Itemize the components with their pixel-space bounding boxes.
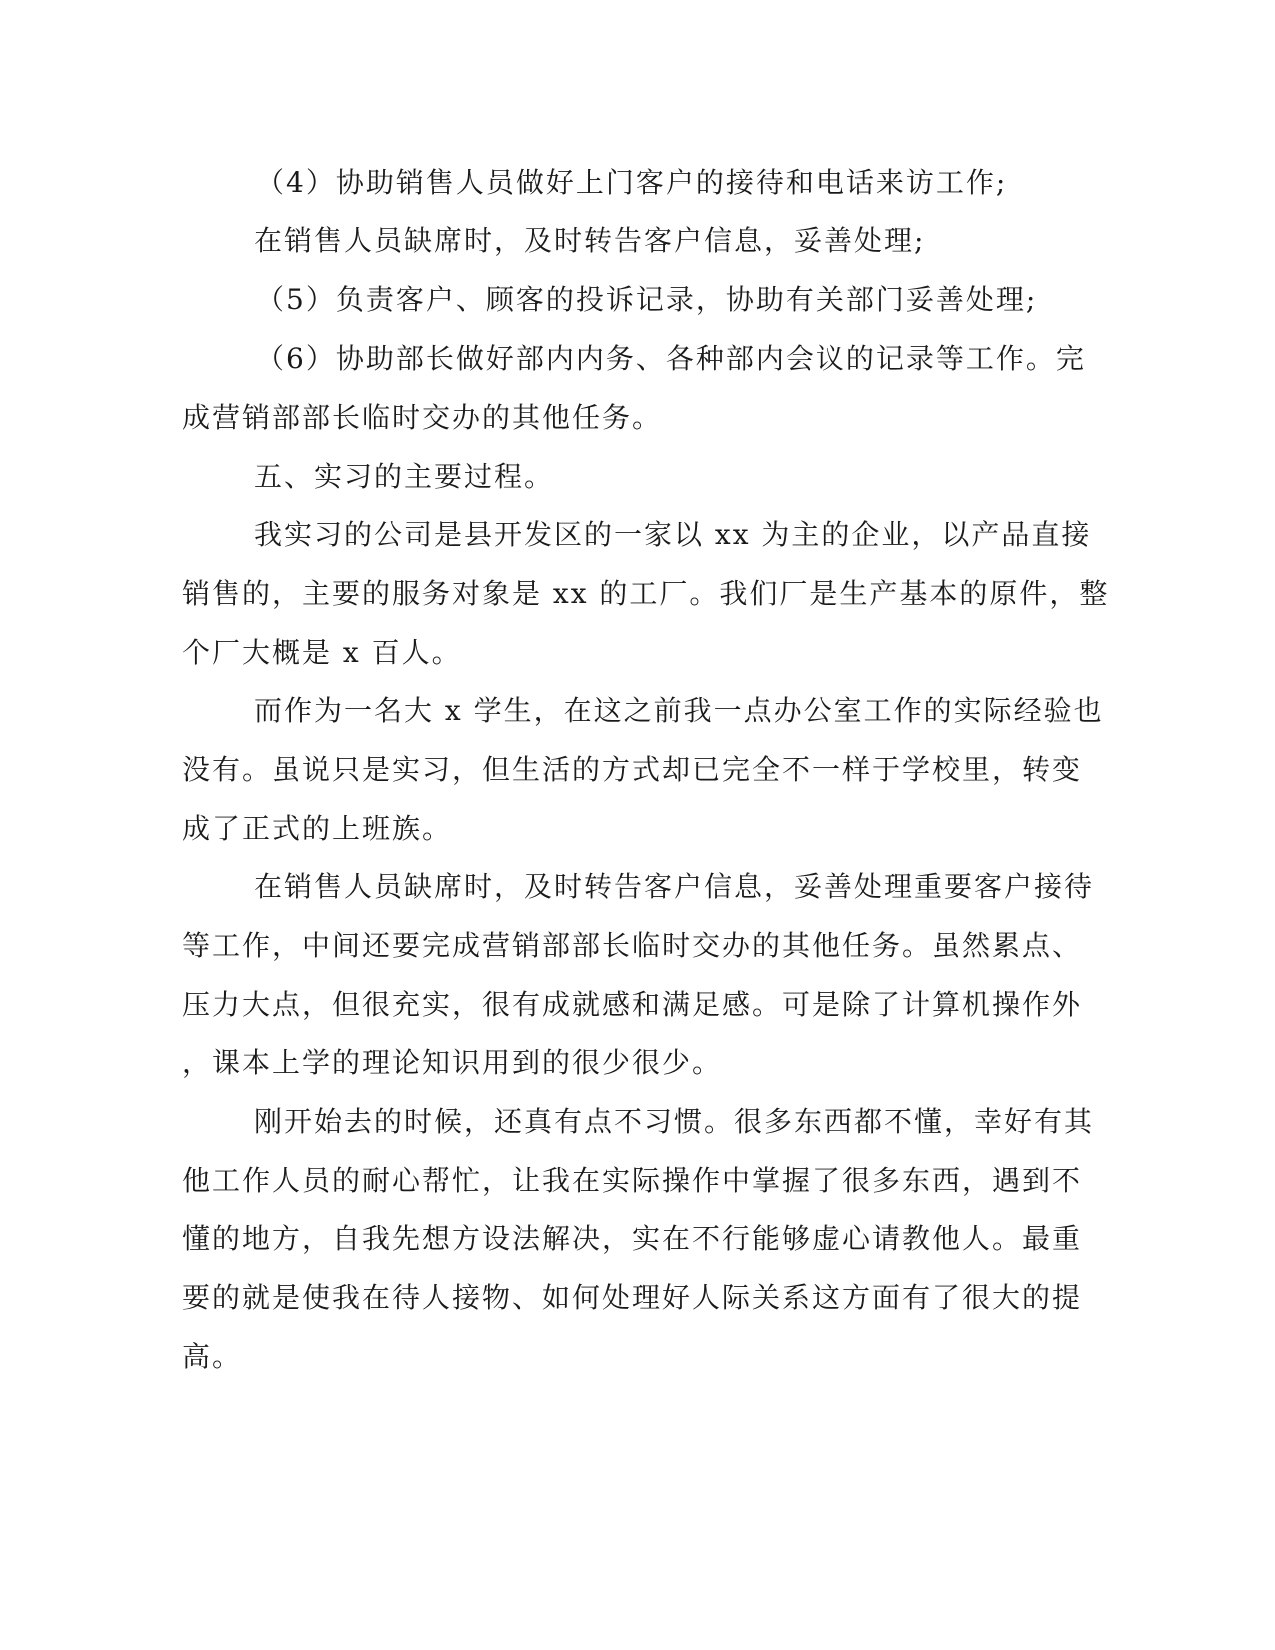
section-heading: 五、实习的主要过程。 (254, 460, 555, 493)
paragraph-line: 销售的，主要的服务对象是 xx 的工厂。我们厂是生产基本的原件，整 (182, 577, 1110, 610)
list-item-5: （5）负责客户、顾客的投诉记录，协助有关部门妥善处理; (256, 283, 1038, 316)
paragraph-line: 压力大点，但很充实，很有成就感和满足感。可是除了计算机操作外 (182, 988, 1083, 1021)
list-item-6: （6）协助部长做好部内内务、各种部内会议的记录等工作。完 (256, 342, 1086, 375)
paragraph-line: 刚开始去的时候，还真有点不习惯。很多东西都不懂，幸好有其 (254, 1105, 1095, 1138)
paragraph-line: 在销售人员缺席时，及时转告客户信息，妥善处理重要客户接待 (254, 870, 1095, 903)
paragraph-line: 没有。虽说只是实习，但生活的方式却已完全不一样于学校里，转变 (182, 753, 1083, 786)
paragraph-line: 懂的地方，自我先想方设法解决，实在不行能够虚心请教他人。最重 (182, 1222, 1083, 1255)
paragraph-line: 他工作人员的耐心帮忙，让我在实际操作中掌握了很多东西，遇到不 (182, 1164, 1083, 1197)
paragraph-line: 要的就是使我在待人接物、如何处理好人际关系这方面有了很大的提 (182, 1281, 1083, 1314)
paragraph-line: 成了正式的上班族。 (182, 812, 453, 845)
paragraph-line: 等工作，中间还要完成营销部部长临时交办的其他任务。虽然累点、 (182, 929, 1083, 962)
paragraph-line: 成营销部部长临时交办的其他任务。 (182, 401, 663, 434)
paragraph-line: 在销售人员缺席时，及时转告客户信息，妥善处理; (254, 224, 926, 257)
paragraph-line: ，课本上学的理论知识用到的很少很少。 (182, 1046, 723, 1079)
paragraph-line: 我实习的公司是县开发区的一家以 xx 为主的企业，以产品直接 (254, 518, 1092, 551)
paragraph-line: 而作为一名大 x 学生，在这之前我一点办公室工作的实际经验也 (254, 694, 1104, 727)
paragraph-line: 高。 (182, 1340, 243, 1373)
paragraph-line: 个厂大概是 x 百人。 (182, 636, 462, 669)
list-item-4: （4）协助销售人员做好上门客户的接待和电话来访工作; (256, 166, 1008, 199)
